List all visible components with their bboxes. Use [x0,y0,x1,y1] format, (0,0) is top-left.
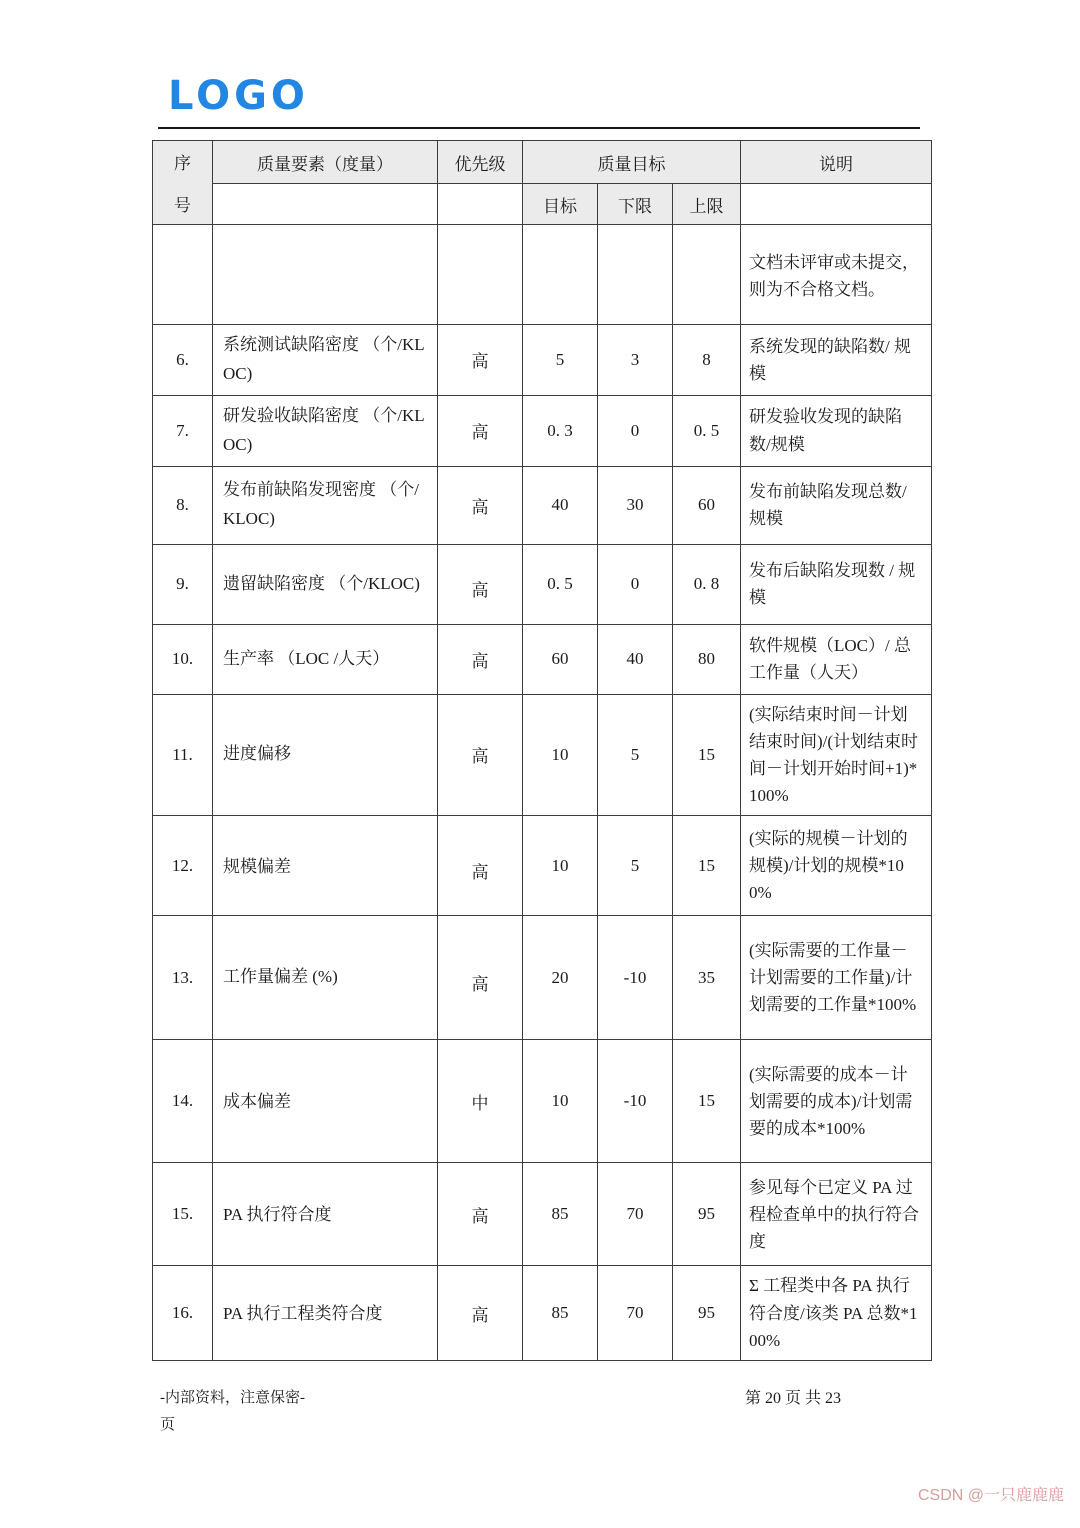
cell-priority: 高 [438,1266,523,1361]
cell-target: 0. 5 [523,544,598,624]
cell-factor: 规模偏差 [213,816,438,916]
cell-priority: 高 [438,624,523,694]
cell-upper: 15 [673,694,741,816]
header-row-2 [153,184,932,225]
table-row [153,624,932,694]
header-spacer-factor [213,184,438,225]
cell-factor: PA 执行符合度 [213,1163,438,1266]
table-row [153,544,932,624]
cell-seq [153,225,213,325]
table-row [153,1266,932,1361]
cell-seq: 13. [153,916,213,1040]
cell-desc: 系统发现的缺陷数/ 规模 [741,325,932,396]
cell-desc: (实际需要的成本－计划需要的成本)/计划需要的成本*100% [741,1040,932,1163]
cell-desc: 发布后缺陷发现数 / 规模 [741,544,932,624]
footer-page-number: 第 20 页 共 23 [745,1390,842,1407]
cell-factor [213,225,438,325]
cell-factor: 遗留缺陷密度 （个/KLOC) [213,544,438,624]
cell-priority: 高 [438,325,523,396]
cell-lower: 0 [598,544,673,624]
table-row [153,1040,932,1163]
header-seq-line1: 序 [174,154,191,174]
cell-seq: 6. [153,325,213,396]
cell-seq: 10. [153,624,213,694]
cell-target: 85 [523,1266,598,1361]
cell-priority [438,225,523,325]
cell-factor: 发布前缺陷发现密度 （个/KLOC) [213,466,438,544]
header-desc: 说明 [741,141,932,184]
cell-lower: -10 [598,916,673,1040]
cell-priority: 高 [438,395,523,466]
cell-desc: (实际需要的工作量－计划需要的工作量)/计划需要的工作量*100% [741,916,932,1040]
cell-upper: 0. 8 [673,544,741,624]
footer-confidential-line1: -内部资料，注意保密- [160,1390,305,1406]
cell-lower: 70 [598,1266,673,1361]
cell-factor: 系统测试缺陷密度 （个/KLOC) [213,325,438,396]
cell-upper: 0. 5 [673,395,741,466]
header-factor: 质量要素（度量） [213,141,438,184]
table-row [153,1163,932,1266]
cell-desc: 参见每个已定义 PA 过程检查单中的执行符合度 [741,1163,932,1266]
cell-seq: 14. [153,1040,213,1163]
header-row-1 [153,141,932,184]
cell-desc: 发布前缺陷发现总数/ 规模 [741,466,932,544]
cell-desc: 研发验收发现的缺陷数/规模 [741,395,932,466]
cell-priority: 高 [438,544,523,624]
header-target-group: 质量目标 [523,141,741,184]
cell-lower: -10 [598,1040,673,1163]
quality-metrics-table [152,140,932,1361]
cell-target: 10 [523,1040,598,1163]
cell-upper: 15 [673,1040,741,1163]
cell-lower: 3 [598,325,673,396]
cell-lower: 5 [598,694,673,816]
header-seq-line2: 号 [174,195,191,215]
cell-priority: 高 [438,1163,523,1266]
header-spacer-priority [438,184,523,225]
cell-desc: 文档未评审或未提交，则为不合格文档。 [741,225,932,325]
table-row [153,916,932,1040]
cell-target: 10 [523,816,598,916]
header-seq [153,141,213,225]
cell-seq: 12. [153,816,213,916]
cell-seq: 8. [153,466,213,544]
cell-target: 85 [523,1163,598,1266]
csdn-watermark: CSDN @一只鹿鹿鹿 [917,1487,1064,1504]
cell-seq: 11. [153,694,213,816]
company-logo: LOGO [168,73,309,119]
cell-factor: 进度偏移 [213,694,438,816]
cell-seq: 7. [153,395,213,466]
footer-confidential-line2: 页 [160,1417,176,1433]
cell-seq: 16. [153,1266,213,1361]
cell-priority: 中 [438,1040,523,1163]
footer-confidential [160,1385,305,1439]
cell-desc: Σ 工程类中各 PA 执行符合度/该类 PA 总数*100% [741,1266,932,1361]
cell-priority: 高 [438,694,523,816]
cell-lower: 70 [598,1163,673,1266]
cell-desc: (实际结束时间－计划结束时间)/(计划结束时间－计划开始时间+1)*100% [741,694,932,816]
cell-lower: 30 [598,466,673,544]
cell-target: 10 [523,694,598,816]
header-priority: 优先级 [438,141,523,184]
cell-seq: 9. [153,544,213,624]
table-row [153,325,932,396]
cell-target: 40 [523,466,598,544]
cell-factor: 工作量偏差 (%) [213,916,438,1040]
cell-target [523,225,598,325]
cell-factor: 研发验收缺陷密度 （个/KLOC) [213,395,438,466]
cell-upper: 80 [673,624,741,694]
table-row [153,225,932,325]
cell-upper: 35 [673,916,741,1040]
cell-lower [598,225,673,325]
header-target: 目标 [523,184,598,225]
table-row [153,694,932,816]
cell-factor: PA 执行工程类符合度 [213,1266,438,1361]
cell-priority: 高 [438,816,523,916]
cell-target: 60 [523,624,598,694]
header-upper: 上限 [673,184,741,225]
cell-lower: 40 [598,624,673,694]
cell-lower: 0 [598,395,673,466]
cell-seq: 15. [153,1163,213,1266]
cell-target: 20 [523,916,598,1040]
table-row [153,466,932,544]
header-lower: 下限 [598,184,673,225]
header-rule [158,127,920,129]
table-row [153,816,932,916]
cell-upper: 95 [673,1163,741,1266]
cell-priority: 高 [438,466,523,544]
cell-desc: 软件规模（LOC）/ 总工作量（人天） [741,624,932,694]
cell-upper [673,225,741,325]
cell-factor: 生产率 （LOC /人天） [213,624,438,694]
cell-upper: 60 [673,466,741,544]
table-row [153,395,932,466]
cell-upper: 8 [673,325,741,396]
cell-lower: 5 [598,816,673,916]
cell-desc: (实际的规模－计划的规模)/计划的规模*100% [741,816,932,916]
cell-priority: 高 [438,916,523,1040]
header-spacer-desc [741,184,932,225]
cell-target: 0. 3 [523,395,598,466]
cell-upper: 95 [673,1266,741,1361]
cell-upper: 15 [673,816,741,916]
cell-target: 5 [523,325,598,396]
cell-factor: 成本偏差 [213,1040,438,1163]
